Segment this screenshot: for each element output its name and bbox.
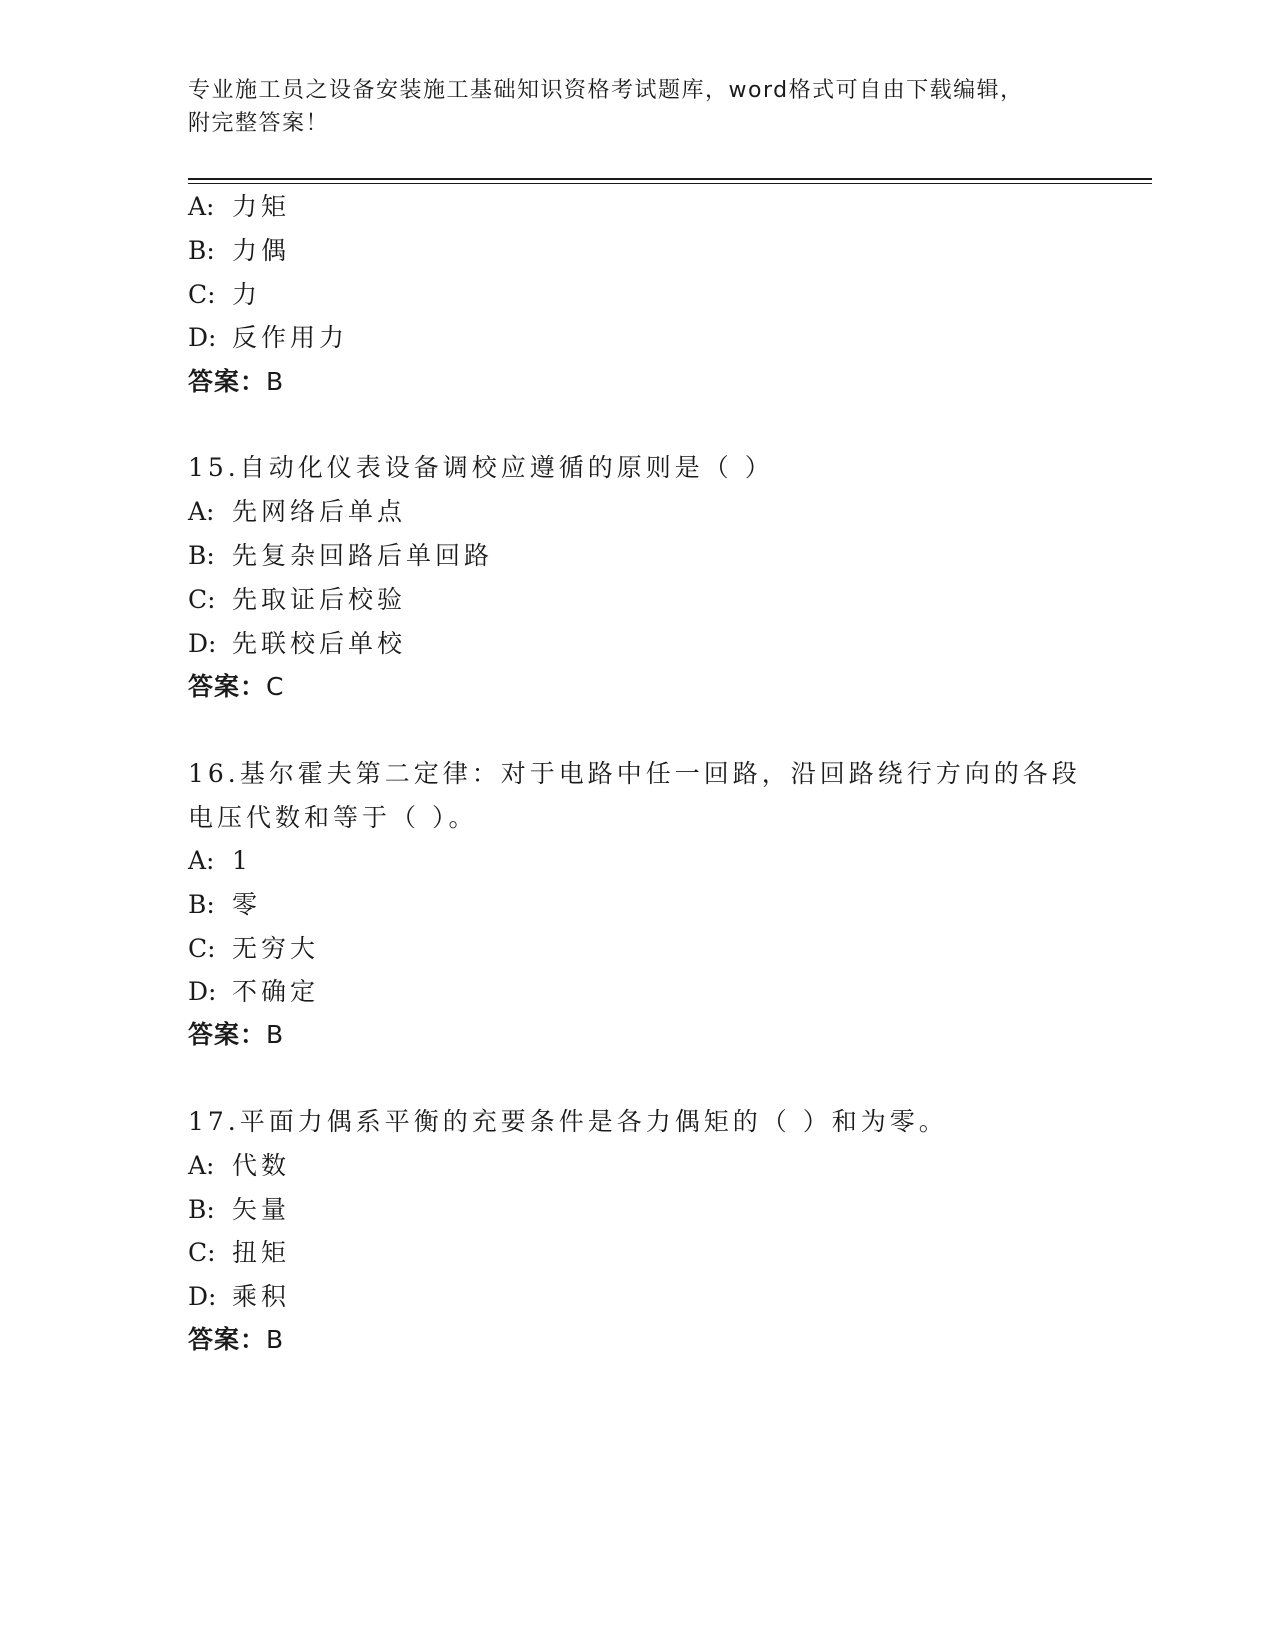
q14-option-c: C: 力: [188, 280, 262, 309]
q16-option-b: B: 零: [188, 890, 262, 919]
header-divider-thick: [188, 178, 1152, 180]
q15-option-c: C: 先取证后校验: [188, 585, 407, 614]
q16-option-d: D: 不确定: [188, 977, 320, 1006]
q17-option-a: A: 代数: [188, 1151, 291, 1180]
q16-question-line-1: 16.基尔霍夫第二定律：对于电路中任一回路，沿回路绕行方向的各段: [188, 759, 1081, 788]
q14-option-b: B: 力偶: [188, 236, 291, 265]
q15-question: 15.自动化仪表设备调校应遵循的原则是（ ）: [188, 453, 774, 482]
q15-option-a: A: 先网络后单点: [188, 497, 407, 526]
q14-option-d: D: 反作用力: [188, 323, 349, 352]
q17-option-b: B: 矢量: [188, 1195, 291, 1224]
q17-question: 17.平面力偶系平衡的充要条件是各力偶矩的（ ）和为零。: [188, 1107, 948, 1136]
q16-answer: 答案：B: [188, 1020, 284, 1049]
q16-option-a: A: 1: [188, 846, 252, 875]
q14-answer: 答案：B: [188, 367, 284, 396]
header-line-1: 专业施工员之设备安装施工基础知识资格考试题库，word格式可自由下载编辑，: [188, 78, 1024, 103]
q17-option-c: C: 扭矩: [188, 1238, 291, 1267]
q16-option-c: C: 无穷大: [188, 934, 320, 963]
header-line-2: 附完整答案！: [188, 111, 330, 136]
header-divider-thin: [188, 183, 1152, 184]
document-header: [188, 74, 1088, 140]
q17-answer: 答案：B: [188, 1325, 284, 1354]
q17-option-d: D: 乘积: [188, 1282, 291, 1311]
q15-option-d: D: 先联校后单校: [188, 629, 407, 658]
q15-option-b: B: 先复杂回路后单回路: [188, 541, 494, 570]
q16-question-line-2: 电压代数和等于（ ）。: [188, 803, 478, 832]
q15-answer: 答案：C: [188, 672, 284, 701]
q14-option-a: A: 力矩: [188, 192, 291, 221]
